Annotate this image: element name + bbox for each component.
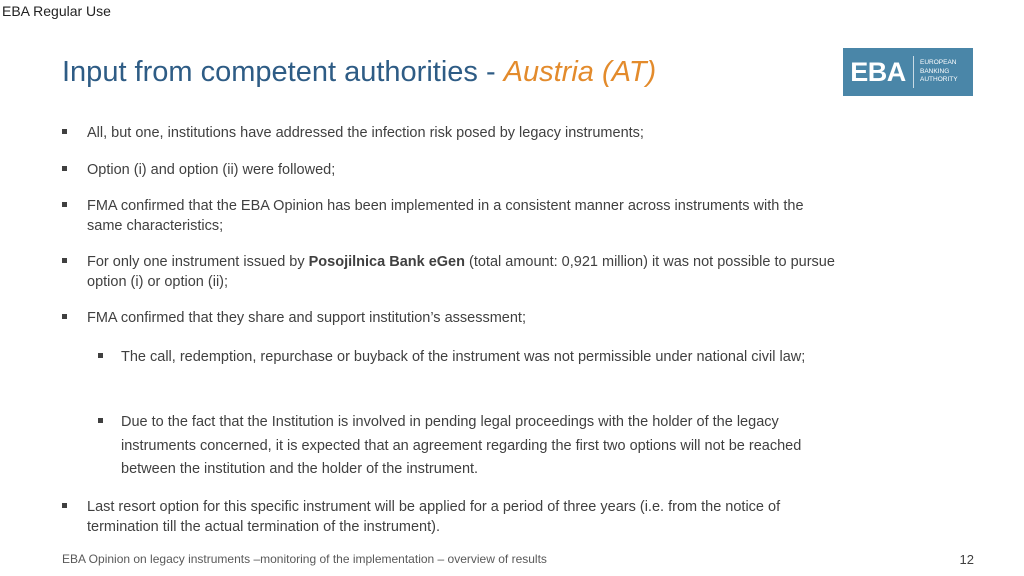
bullet-text: The call, redemption, repurchase or buyback of the instrument was not permissible under national civil law; bbox=[121, 349, 806, 365]
bullet-text: Option (i) and option (ii) were followed; bbox=[87, 162, 336, 178]
bullet-marker bbox=[62, 258, 67, 263]
bullet-item bbox=[62, 253, 842, 292]
logo-line: BANKING bbox=[920, 67, 950, 75]
page-number: 12 bbox=[959, 552, 974, 567]
bullet-marker bbox=[98, 353, 103, 358]
bullet-marker bbox=[62, 503, 67, 508]
bullet-text: Due to the fact that the Institution is involved in pending legal proceedings with the holder of the legacy instruments concerned, it is expected that an agreement regarding the first two options will not be reached between the institution and the holder of the instrument. bbox=[121, 414, 802, 477]
sub-bullet-item bbox=[98, 411, 838, 482]
bullet-item bbox=[62, 309, 842, 329]
sub-bullet-item bbox=[98, 346, 838, 370]
bullet-text: FMA confirmed that the EBA Opinion has been implemented in a consistent manner across instruments with the same characteristics; bbox=[87, 198, 804, 234]
bullet-text-post: (total amount: 0,921 million) it was not possible to pursue option (i) or option (ii); bbox=[87, 254, 835, 290]
bullet-item bbox=[62, 124, 842, 144]
bullet-item bbox=[62, 197, 842, 236]
footer-text: EBA Opinion on legacy instruments –monitoring of the implementation – overview of results bbox=[62, 552, 547, 566]
bullet-text-pre: For only one instrument issued by bbox=[87, 254, 309, 270]
eba-logo bbox=[843, 48, 973, 96]
bullet-text: FMA confirmed that they share and support institution’s assessment; bbox=[87, 310, 526, 326]
bullet-marker bbox=[98, 418, 103, 423]
logo-line: AUTHORITY bbox=[920, 76, 958, 84]
bullet-marker bbox=[62, 314, 67, 319]
slide-title bbox=[62, 56, 656, 89]
bullet-marker bbox=[62, 202, 67, 207]
bullet-marker bbox=[62, 166, 67, 171]
logo-mark: EBA bbox=[850, 57, 906, 87]
logo-text bbox=[920, 59, 958, 85]
classification-label: EBA Regular Use bbox=[2, 3, 111, 19]
bullet-item bbox=[62, 498, 842, 537]
logo-separator bbox=[913, 56, 914, 88]
logo-line: EUROPEAN bbox=[920, 59, 957, 67]
bullet-text-bold: Posojilnica Bank eGen bbox=[308, 254, 465, 270]
bullet-text: Last resort option for this specific instrument will be applied for a period of three years (i.e. from the notice of termination till the actual termination of the instrument). bbox=[87, 499, 781, 535]
bullet-marker bbox=[62, 129, 67, 134]
bullet-text: All, but one, institutions have addressed the infection risk posed by legacy instruments; bbox=[87, 125, 644, 141]
title-main: Input from competent authorities - bbox=[62, 56, 504, 88]
bullet-item bbox=[62, 161, 842, 181]
title-country: Austria (AT) bbox=[503, 56, 657, 88]
